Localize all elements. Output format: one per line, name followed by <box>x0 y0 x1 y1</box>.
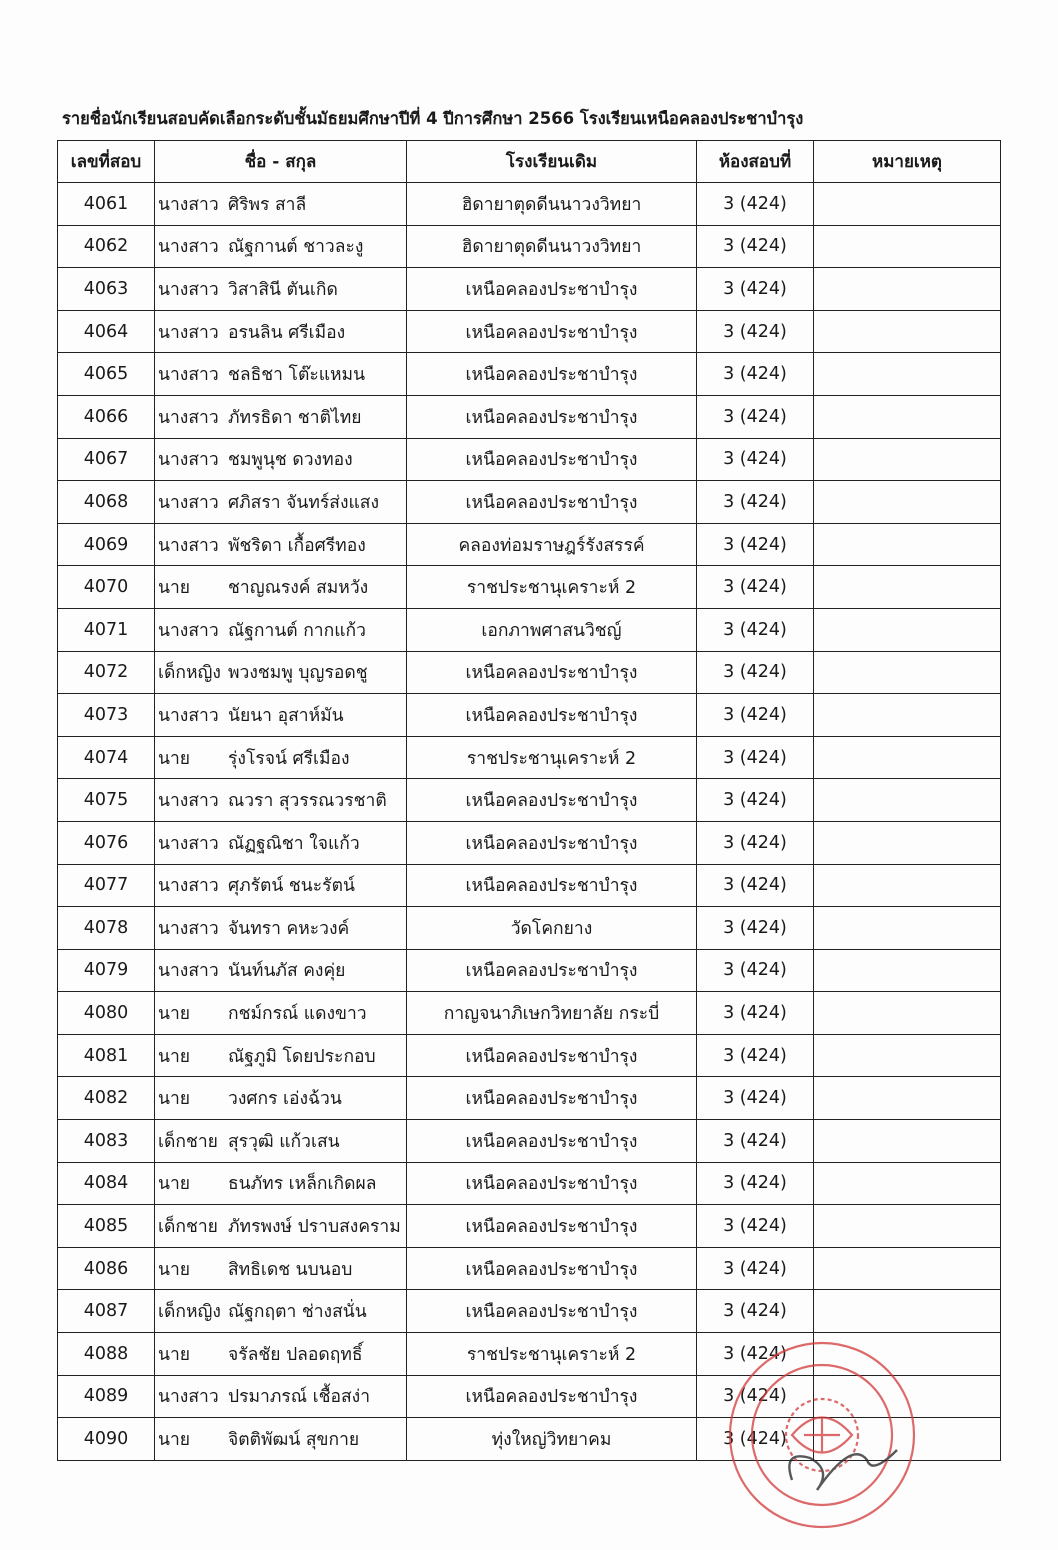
exam-room: 3 (424) <box>697 694 814 737</box>
name-prefix: นางสาว <box>158 705 219 726</box>
exam-room: 3 (424) <box>697 779 814 822</box>
previous-school: วัดโคกยาง <box>407 907 697 950</box>
note <box>814 1034 1001 1077</box>
note <box>814 864 1001 907</box>
student-name: ศิริพร สาลี <box>228 194 307 215</box>
previous-school: เหนือคลองประชาบำรุง <box>407 864 697 907</box>
table-row <box>58 523 1001 566</box>
name-prefix: นางสาว <box>158 620 219 641</box>
student-name-cell <box>155 523 407 566</box>
student-name: ชมพูนุช ดวงทอง <box>228 450 353 471</box>
exam-number: 4079 <box>58 949 155 992</box>
note <box>814 1333 1001 1376</box>
note <box>814 907 1001 950</box>
name-prefix: นางสาว <box>158 194 219 215</box>
table-row <box>58 651 1001 694</box>
note <box>814 608 1001 651</box>
student-name: พวงชมพู บุญรอดชู <box>228 663 368 684</box>
student-name-cell <box>155 779 407 822</box>
table-row <box>58 1375 1001 1418</box>
table-row <box>58 694 1001 737</box>
student-name: ณัฐกฤตา ช่างสนั่น <box>228 1302 367 1323</box>
student-name-cell <box>155 353 407 396</box>
student-name-cell <box>155 1034 407 1077</box>
name-prefix: นางสาว <box>158 365 219 386</box>
name-prefix: นาย <box>158 1174 191 1195</box>
student-name: กชม์กรณ์ แดงขาว <box>228 1004 367 1025</box>
exam-room: 3 (424) <box>697 1162 814 1205</box>
student-name-cell <box>155 1247 407 1290</box>
exam-number: 4085 <box>58 1205 155 1248</box>
table-row <box>58 1162 1001 1205</box>
student-name-cell <box>155 1205 407 1248</box>
note <box>814 1205 1001 1248</box>
table-row <box>58 1205 1001 1248</box>
exam-number: 4074 <box>58 736 155 779</box>
exam-number: 4084 <box>58 1162 155 1205</box>
name-prefix: นางสาว <box>158 833 219 854</box>
previous-school: เหนือคลองประชาบำรุง <box>407 481 697 524</box>
table-row <box>58 608 1001 651</box>
note <box>814 1375 1001 1418</box>
student-name-cell <box>155 395 407 438</box>
student-name: วงศกร เอ่งฉ้วน <box>228 1089 342 1110</box>
previous-school: คลองท่อมราษฎร์รังสรรค์ <box>407 523 697 566</box>
exam-room: 3 (424) <box>697 1418 814 1461</box>
exam-room: 3 (424) <box>697 907 814 950</box>
name-prefix: เด็กหญิง <box>158 663 221 684</box>
table-row <box>58 1333 1001 1376</box>
note <box>814 992 1001 1035</box>
exam-room: 3 (424) <box>697 864 814 907</box>
table-row <box>58 907 1001 950</box>
previous-school: เหนือคลองประชาบำรุง <box>407 353 697 396</box>
table-row <box>58 1247 1001 1290</box>
previous-school: ฮิดายาตุดดีนนาวงวิทยา <box>407 225 697 268</box>
exam-room: 3 (424) <box>697 992 814 1035</box>
student-name: ศภิสรา จันทร์ส่งแสง <box>228 492 379 513</box>
student-name-cell <box>155 481 407 524</box>
previous-school: เหนือคลองประชาบำรุง <box>407 694 697 737</box>
note <box>814 395 1001 438</box>
student-name-cell <box>155 268 407 311</box>
student-name: รุ่งโรจน์ ศรีเมือง <box>228 748 350 769</box>
table-row <box>58 821 1001 864</box>
student-name-cell <box>155 1375 407 1418</box>
previous-school: เหนือคลองประชาบำรุง <box>407 1162 697 1205</box>
name-prefix: นางสาว <box>158 279 219 300</box>
table-row <box>58 438 1001 481</box>
note <box>814 779 1001 822</box>
table-row <box>58 779 1001 822</box>
exam-room: 3 (424) <box>697 1333 814 1376</box>
table-row <box>58 1034 1001 1077</box>
exam-number: 4078 <box>58 907 155 950</box>
note <box>814 1418 1001 1461</box>
note <box>814 1162 1001 1205</box>
name-prefix: นางสาว <box>158 450 219 471</box>
table-row <box>58 395 1001 438</box>
student-name: ปรมาภรณ์ เชื้อสง่า <box>228 1387 371 1408</box>
previous-school: เหนือคลองประชาบำรุง <box>407 310 697 353</box>
student-name-cell <box>155 864 407 907</box>
exam-room: 3 (424) <box>697 1034 814 1077</box>
name-prefix: นางสาว <box>158 535 219 556</box>
student-name: นันท์นภัส คงคุ่ย <box>228 961 346 982</box>
note <box>814 651 1001 694</box>
exam-number: 4081 <box>58 1034 155 1077</box>
exam-room: 3 (424) <box>697 1375 814 1418</box>
student-name: ภัทรพงษ์ ปราบสงคราม <box>228 1217 401 1238</box>
table-header-row <box>58 141 1001 183</box>
previous-school: เหนือคลองประชาบำรุง <box>407 268 697 311</box>
student-name: ชลธิชา โต๊ะแหมน <box>228 365 366 386</box>
exam-room: 3 (424) <box>697 821 814 864</box>
previous-school: เหนือคลองประชาบำรุง <box>407 1247 697 1290</box>
exam-number: 4088 <box>58 1333 155 1376</box>
exam-number: 4061 <box>58 183 155 226</box>
student-name-cell <box>155 992 407 1035</box>
name-prefix: นาย <box>158 1004 191 1025</box>
table-row <box>58 1418 1001 1461</box>
student-name: สิทธิเดช นบนอบ <box>228 1259 353 1280</box>
previous-school: กาญจนาภิเษกวิทยาลัย กระบี่ <box>407 992 697 1035</box>
table-row <box>58 992 1001 1035</box>
student-name-cell <box>155 438 407 481</box>
exam-room: 3 (424) <box>697 736 814 779</box>
name-prefix: นางสาว <box>158 876 219 897</box>
note <box>814 694 1001 737</box>
note <box>814 736 1001 779</box>
previous-school: เหนือคลองประชาบำรุง <box>407 395 697 438</box>
note <box>814 353 1001 396</box>
table-row <box>58 566 1001 609</box>
exam-room: 3 (424) <box>697 481 814 524</box>
exam-number: 4068 <box>58 481 155 524</box>
name-prefix: นางสาว <box>158 961 219 982</box>
table-row <box>58 353 1001 396</box>
student-name-cell <box>155 821 407 864</box>
student-name: ธนภัทร เหล็กเกิดผล <box>228 1174 377 1195</box>
exam-room: 3 (424) <box>697 523 814 566</box>
exam-room: 3 (424) <box>697 949 814 992</box>
exam-room: 3 (424) <box>697 1290 814 1333</box>
previous-school: ทุ่งใหญ่วิทยาคม <box>407 1418 697 1461</box>
previous-school: เหนือคลองประชาบำรุง <box>407 1205 697 1248</box>
note <box>814 481 1001 524</box>
previous-school: เหนือคลองประชาบำรุง <box>407 651 697 694</box>
note <box>814 1290 1001 1333</box>
name-prefix: เด็กหญิง <box>158 1302 221 1323</box>
student-name: ศุภรัตน์ ชนะรัตน์ <box>228 876 355 897</box>
exam-number: 4080 <box>58 992 155 1035</box>
previous-school: เหนือคลองประชาบำรุง <box>407 779 697 822</box>
note <box>814 268 1001 311</box>
name-prefix: นางสาว <box>158 237 219 258</box>
exam-number: 4069 <box>58 523 155 566</box>
student-name-cell <box>155 694 407 737</box>
student-name: ณัฐกานต์ กากแก้ว <box>228 620 366 641</box>
name-prefix: นาย <box>158 1046 191 1067</box>
table-row <box>58 1120 1001 1163</box>
note <box>814 821 1001 864</box>
header-exam-no: เลขที่สอบ <box>58 141 155 183</box>
previous-school: เหนือคลองประชาบำรุง <box>407 1077 697 1120</box>
exam-number: 4067 <box>58 438 155 481</box>
page-title: รายชื่อนักเรียนสอบคัดเลือกระดับชั้นมัธยมศึกษาปีที่ 4 ปีการศึกษา 2566 โรงเรียนเหนือคลองประชาบำรุง <box>62 109 804 128</box>
name-prefix: เด็กชาย <box>158 1131 218 1152</box>
name-prefix: นาย <box>158 1259 191 1280</box>
exam-room: 3 (424) <box>697 310 814 353</box>
student-name-cell <box>155 651 407 694</box>
header-room: ห้องสอบที่ <box>697 141 814 183</box>
student-table <box>57 140 1001 1461</box>
student-name-cell <box>155 566 407 609</box>
previous-school: ราชประชานุเคราะห์ 2 <box>407 736 697 779</box>
table-row <box>58 1290 1001 1333</box>
table-row <box>58 736 1001 779</box>
note <box>814 310 1001 353</box>
student-name-cell <box>155 1120 407 1163</box>
student-name: อรนลิน ศรีเมือง <box>228 322 346 343</box>
table-row <box>58 225 1001 268</box>
note <box>814 1247 1001 1290</box>
exam-room: 3 (424) <box>697 353 814 396</box>
student-name-cell <box>155 1333 407 1376</box>
exam-number: 4082 <box>58 1077 155 1120</box>
student-name-cell <box>155 736 407 779</box>
exam-number: 4066 <box>58 395 155 438</box>
student-name-cell <box>155 907 407 950</box>
exam-room: 3 (424) <box>697 438 814 481</box>
student-name: สุรวุฒิ แก้วเสน <box>228 1131 340 1152</box>
exam-number: 4072 <box>58 651 155 694</box>
exam-number: 4070 <box>58 566 155 609</box>
note <box>814 438 1001 481</box>
name-prefix: นาย <box>158 1344 191 1365</box>
name-prefix: นางสาว <box>158 918 219 939</box>
exam-number: 4062 <box>58 225 155 268</box>
table-row <box>58 949 1001 992</box>
student-name: พัชริดา เกื้อศรีทอง <box>228 535 366 556</box>
student-name-cell <box>155 1162 407 1205</box>
student-name-cell <box>155 949 407 992</box>
student-name: ณัฏฐณิชา ใจแก้ว <box>228 833 360 854</box>
previous-school: เหนือคลองประชาบำรุง <box>407 949 697 992</box>
note <box>814 183 1001 226</box>
exam-room: 3 (424) <box>697 566 814 609</box>
previous-school: เหนือคลองประชาบำรุง <box>407 1375 697 1418</box>
note <box>814 566 1001 609</box>
student-name: วิสาสินี ตันเกิด <box>228 279 338 300</box>
exam-room: 3 (424) <box>697 608 814 651</box>
exam-number: 4063 <box>58 268 155 311</box>
exam-number: 4065 <box>58 353 155 396</box>
previous-school: เอกภาพศาสนวิชญ์ <box>407 608 697 651</box>
header-school: โรงเรียนเดิม <box>407 141 697 183</box>
exam-number: 4087 <box>58 1290 155 1333</box>
name-prefix: นางสาว <box>158 407 219 428</box>
note <box>814 1077 1001 1120</box>
student-name: ณัฐภูมิ โดยประกอบ <box>228 1046 376 1067</box>
table-row <box>58 481 1001 524</box>
exam-room: 3 (424) <box>697 651 814 694</box>
student-name-cell <box>155 183 407 226</box>
name-prefix: นางสาว <box>158 322 219 343</box>
student-name-cell <box>155 310 407 353</box>
student-name-cell <box>155 225 407 268</box>
exam-room: 3 (424) <box>697 183 814 226</box>
student-name: นัยนา อุสาห์มัน <box>228 705 344 726</box>
student-name: จิตติพัฒน์ สุขกาย <box>228 1430 360 1451</box>
student-name: ณวรา สุวรรณวรชาติ <box>228 791 387 812</box>
table-row <box>58 310 1001 353</box>
exam-room: 3 (424) <box>697 1120 814 1163</box>
exam-number: 4090 <box>58 1418 155 1461</box>
previous-school: เหนือคลองประชาบำรุง <box>407 1290 697 1333</box>
name-prefix: นาย <box>158 1089 191 1110</box>
exam-number: 4071 <box>58 608 155 651</box>
name-prefix: นางสาว <box>158 1387 219 1408</box>
header-note: หมายเหตุ <box>814 141 1001 183</box>
previous-school: เหนือคลองประชาบำรุง <box>407 1120 697 1163</box>
exam-number: 4075 <box>58 779 155 822</box>
name-prefix: เด็กชาย <box>158 1217 218 1238</box>
note <box>814 225 1001 268</box>
exam-number: 4077 <box>58 864 155 907</box>
student-name-cell <box>155 1418 407 1461</box>
previous-school: เหนือคลองประชาบำรุง <box>407 821 697 864</box>
name-prefix: นางสาว <box>158 492 219 513</box>
exam-number: 4086 <box>58 1247 155 1290</box>
exam-number: 4073 <box>58 694 155 737</box>
name-prefix: นาย <box>158 578 191 599</box>
exam-room: 3 (424) <box>697 225 814 268</box>
previous-school: ฮิดายาตุดดีนนาวงวิทยา <box>407 183 697 226</box>
name-prefix: นางสาว <box>158 791 219 812</box>
student-name-cell <box>155 1077 407 1120</box>
exam-number: 4083 <box>58 1120 155 1163</box>
exam-number: 4076 <box>58 821 155 864</box>
name-prefix: นาย <box>158 748 191 769</box>
student-name: ณัฐกานต์ ชาวละงู <box>228 237 364 258</box>
exam-room: 3 (424) <box>697 1247 814 1290</box>
previous-school: ราชประชานุเคราะห์ 2 <box>407 566 697 609</box>
table-row <box>58 864 1001 907</box>
student-name: จันทรา คหะวงค์ <box>228 918 350 939</box>
exam-room: 3 (424) <box>697 268 814 311</box>
table-row <box>58 1077 1001 1120</box>
note <box>814 523 1001 566</box>
student-name: ชาญณรงค์ สมหวัง <box>228 578 369 599</box>
exam-number: 4089 <box>58 1375 155 1418</box>
note <box>814 1120 1001 1163</box>
previous-school: เหนือคลองประชาบำรุง <box>407 1034 697 1077</box>
student-name-cell <box>155 1290 407 1333</box>
exam-room: 3 (424) <box>697 1205 814 1248</box>
header-name: ชื่อ - สกุล <box>155 141 407 183</box>
name-prefix: นาย <box>158 1430 191 1451</box>
student-name: ภัทรธิดา ชาติไทย <box>228 407 362 428</box>
student-name-cell <box>155 608 407 651</box>
exam-room: 3 (424) <box>697 395 814 438</box>
previous-school: เหนือคลองประชาบำรุง <box>407 438 697 481</box>
previous-school: ราชประชานุเคราะห์ 2 <box>407 1333 697 1376</box>
table-row <box>58 268 1001 311</box>
exam-room: 3 (424) <box>697 1077 814 1120</box>
note <box>814 949 1001 992</box>
student-name: จรัลชัย ปลอดฤทธิ์ <box>228 1344 363 1365</box>
exam-number: 4064 <box>58 310 155 353</box>
table-row <box>58 183 1001 226</box>
